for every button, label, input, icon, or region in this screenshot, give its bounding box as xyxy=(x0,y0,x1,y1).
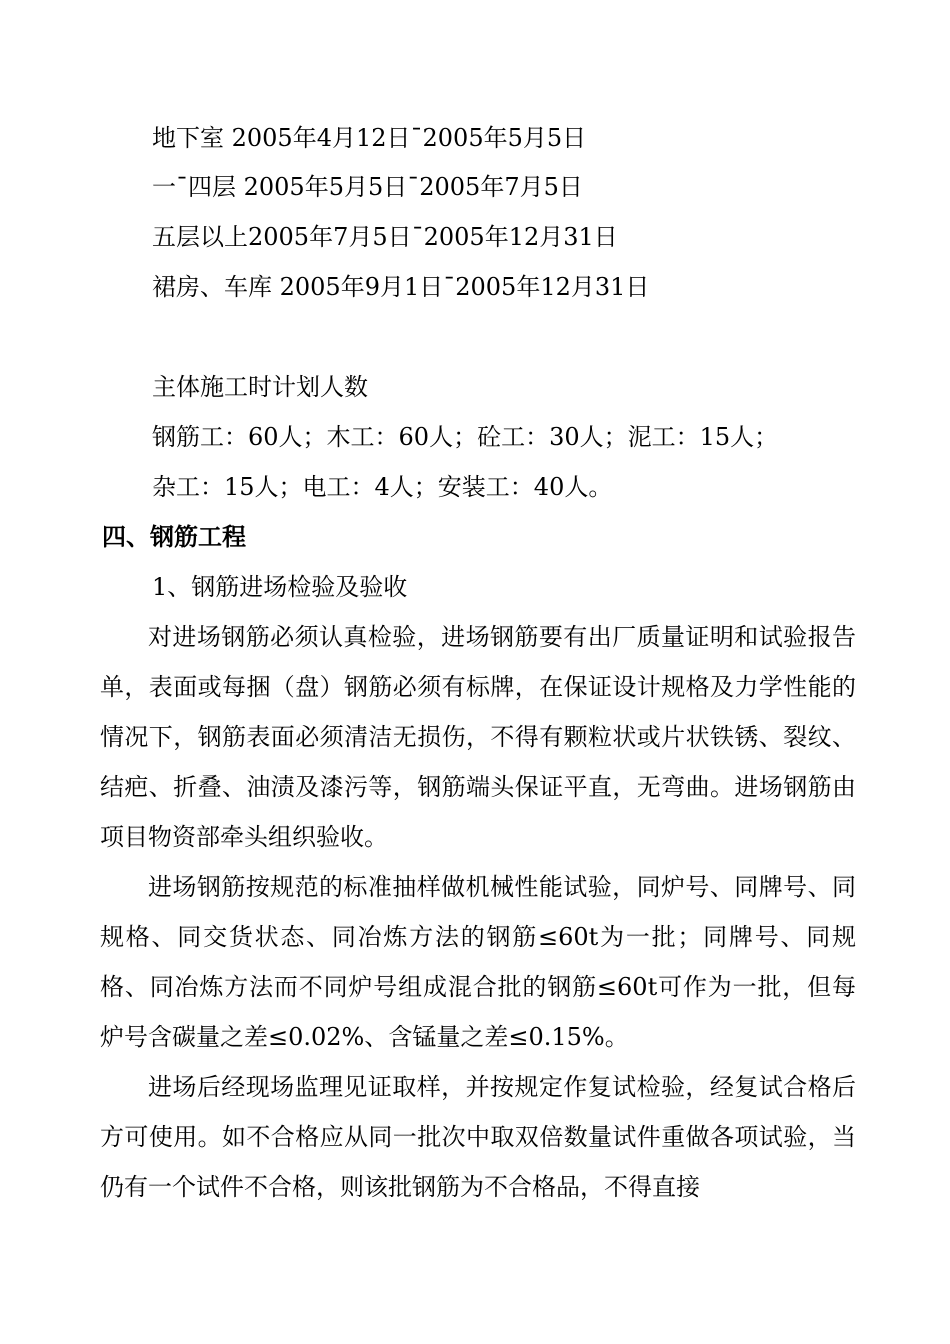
section-subheading: 1、钢筋进场检验及验收 xyxy=(152,573,408,601)
section-heading: 四、钢筋工程 xyxy=(102,523,246,551)
staffing-title: 主体施工时计划人数 xyxy=(152,373,368,401)
paragraph-sampling: 进场钢筋按规范的标准抽样做机械性能试验，同炉号、同牌号、同规格、同交货状态、同冶炼方法的钢筋≤60t为一批；同牌号、同规格、同冶炼方法而不同炉号组成混合批的钢筋≤60t可作为一批，但每炉号含碳量之差≤0.02%、含锰量之差≤0.15%。 xyxy=(100,873,856,1051)
schedule-podium-garage: 裙房、车库 2005年9月1日¯2005年12月31日 xyxy=(152,273,650,301)
paragraph-retest: 进场后经现场监理见证取样，并按规定作复试检验，经复试合格后方可使用。如不合格应从同一批次中取双倍数量试件重做各项试验，当仍有一个试件不合格，则该批钢筋为不合格品，不得直接 xyxy=(100,1073,856,1201)
schedule-floors-5-up: 五层以上2005年7月5日¯2005年12月31日 xyxy=(152,223,618,251)
schedule-floors-1-4: 一¯四层 2005年5月5日¯2005年7月5日 xyxy=(152,173,583,201)
paragraph-inspection: 对进场钢筋必须认真检验，进场钢筋要有出厂质量证明和试验报告单，表面或每捆（盘）钢筋必须有标牌，在保证设计规格及力学性能的情况下，钢筋表面必须清洁无损伤，不得有颗粒状或片状铁锈、裂纹、结疤、折叠、油渍及漆污等，钢筋端头保证平直，无弯曲。进场钢筋由项目物资部牵头组织验收。 xyxy=(100,623,856,851)
staffing-line-2: 杂工：15人；电工：4人；安装工：40人。 xyxy=(152,473,613,501)
staffing-line-1: 钢筋工：60人；木工：60人；砼工：30人；泥工：15人； xyxy=(152,423,779,451)
schedule-basement: 地下室 2005年4月12日¯2005年5月5日 xyxy=(152,124,587,152)
